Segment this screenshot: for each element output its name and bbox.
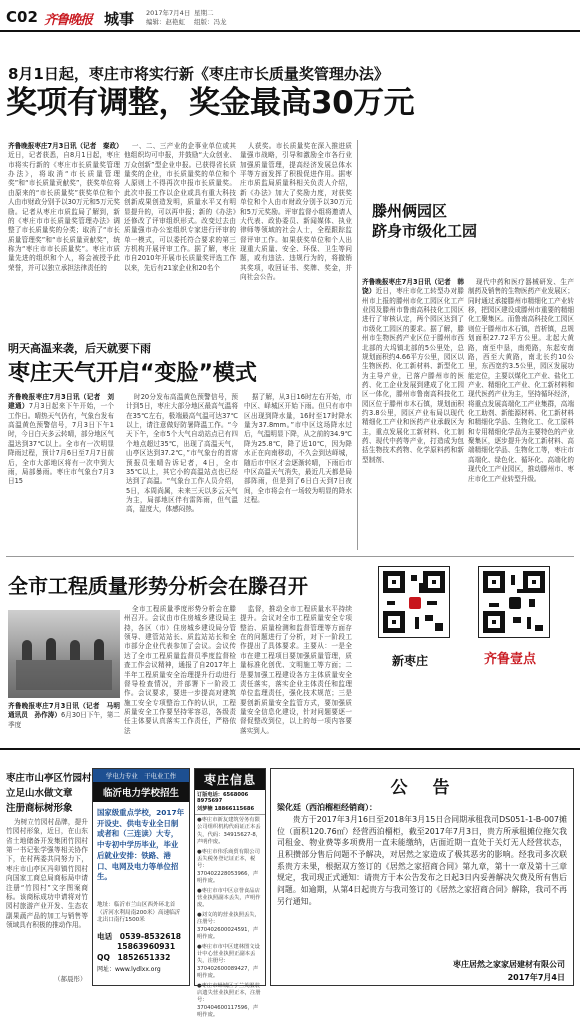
weather-kicker: 明天高温来袭，后天就要下雨 bbox=[8, 342, 151, 355]
notice-box bbox=[270, 768, 574, 986]
industrial-text-1: 近日，枣庄市化工转型办对滕州市上报的滕州市化工园区化工产业园及滕州市鲁南高科技化工园区进行了审核认定，两个园区达到了市级化工园区的要求。据了解，滕州市生物医药产业区位于滕州市西北部的大坞镇北部的5公里处，总规划面积约4.66平方公里，园区以生物医药、化工新材料、新型化工为主导产业，已落户滕州市的医药、化工企业发展到建成了化工园区一体化，滕州市鲁南高科技化工园区位于滕州市木石镇，规划面积约3.8公里，园区产业布局以现代精细化工产业和医药产业承载区为主，重点发展化工新材料、化工制药、现代中药等产业，打造成为包括生物技术药物、化学原料药和新型制剂、 bbox=[362, 287, 465, 464]
prize-byline: 齐鲁晚报枣庄7月3日讯（记者 秦政） bbox=[8, 142, 123, 150]
qr-code-qilu-yidian[interactable] bbox=[478, 566, 550, 638]
notice-title: 公 告 bbox=[390, 778, 454, 798]
notice-body: 贵方于2017年3月16日至2018年3月15日合同期承租我司DS051-1-B-007摊位（面积120.76㎡）经营西泊榴柜，截至2017年7月3日，贵方所承租摊位拖欠我司租金、物业费等多项费用一直未能缴纳，店面近期一直处于关灯无人经营状态，且积攒部分售后问题不予解决，对居然之家造成了极其恶劣的影响。经我司多次联系贵方未果，根据双方签订的《居然之家招商合同》第九章，第十一章及第十三章规定，我司现正式通知：请贵方于本公告发布之日起3日内妥善解决欠费及所有售后问题。如逾期，从第4日起贵方与我司签订的《居然之家招商合同》解除，我司不再另行通知。 bbox=[277, 815, 567, 906]
info-hotline: 订版电话：6568006 8975697 bbox=[197, 792, 249, 804]
weather-text-1: 7月3日起来下午开始，一个工作日。晴热天气仍有，气象台发布高温黄色预警信号，7月3日下午1时，今日白天多云转晴，部分地区气温达到37℃以上。全市有一次明显降雨过程，预计7月6日至7月7日前后，全市大部地区将有一次中到大雨，局部暴雨。枣庄市气象台7月3日15 bbox=[8, 402, 115, 486]
ads-top-rule bbox=[0, 748, 580, 750]
info-listing-item: ●枣庄市新友建筑劳务有限公司组织机构代码证正本丢失，代码：34915627-8，声明作废。 bbox=[197, 817, 262, 846]
issue-weekday: 星期二 bbox=[194, 9, 214, 17]
info-listing-item: ●刘文的的营业执照丢失，注册号：370402600024591，声明作废。 bbox=[197, 911, 260, 941]
shanting-credit: （郝晨彤） bbox=[54, 975, 87, 983]
school-ad-body: 国家级重点学校，2017年开设史、供电专业全日制或者和（三连读）大专，中专初中学历毕业，毕业后就业安排：铁路、港口、电网及电力等单位招生。 bbox=[97, 808, 185, 882]
industrial-byline: 齐鲁晚报枣庄7月3日讯（记者 韩饶） bbox=[362, 278, 464, 296]
prize-column-3 bbox=[240, 142, 352, 334]
designer-credit: 组版：冯龙 bbox=[194, 18, 227, 26]
weather-text-2: 时20分发布高温黄色预警信号，预计到5日，枣庄大部分地区最高气温将在35℃左右，极端最高气温可达37℃以上，请注意做好防暑降温工作。“今天下午，全市5个大气自动站点已有四个地点超过35℃，出现了高温天气，山亭区达到37.2℃，”市气象台的首席预报员张晴告诉记者，4日，全市35℃以上，其它小的高温站点也已经达到了高温。“气象台工作人员介绍，5日，本周尚属，未来三天以多云天气为主，局部地区伴有雷阵雨，但气温高，湿度大，体感闷热。 bbox=[126, 393, 238, 514]
prize-text-1: 近日，记者获悉，自8月1日起，枣庄市将实行新的《枣庄市长质量奖管理办法》，将取消“市长质量管理奖”和“市长质量贡献奖”，获奖单位将由原来的“市长质量奖”获奖单位和个人由市财政分别予以30万元和5万元奖励。记者从枣庄市质监局了解到，新的《枣庄市市长质量奖管理办法》调整了市长质量奖的分类；取消了“市长质量管理奖”和“市长质量贡献奖”，统称为“枣庄市市长质量奖”。枣庄市质量先进的组织和个人，将会被授予此荣誉，并可以独立承担法律责任的 bbox=[8, 151, 120, 272]
school-ad-website[interactable]: 网址：www.lydlxx.org bbox=[97, 965, 161, 973]
info-list bbox=[195, 815, 265, 1024]
qr-code-xinzaozhuang[interactable] bbox=[378, 566, 450, 638]
weather-text-3: 据了解，从3日16时左右开始，市中区、峄城区开始下雨。但只有市中区出现到降水量，16时至17时降水量为37.8mm。”市中区这场降水过后，气温明显下降，从之前的34.9℃降为25.8℃，降了近10℃，因为降水正在向南移动，不久会到达峄城，随后市中区才会逐渐转晴，下雨后市中区高温天气消失，最近几天都是局部阵雨，但是到了6日白天到7日夜间，全市将会有一场较为明显的降水过程。 bbox=[244, 393, 352, 504]
section-name: 城事 bbox=[104, 10, 135, 28]
info-listing-item: ●枣庄市峄城区丁兰英服装店遗失营业执照正本，注册号：370404600117596，声明作废。 bbox=[197, 982, 261, 1019]
prize-column-2 bbox=[124, 142, 236, 334]
school-ad-phone-label: 电话 bbox=[97, 932, 113, 941]
prize-text-2: 一、二、三产业的企事业单位或其他组织均可申报，并鼓励“大众创业、万众创新”型企业申报。已获得省长质量奖的企业，市长质量奖的单位和个人原则上不得再次申报市长质量奖。此次申报工作以企业或具有重大科技创新成果创造发明，质量水平又有明显提升的，可以再申报；新的《办法》还修改了评审组织形式。改变过去由质量强市办公室组织专家进行评审的单一模式，可以委托符合要求的第三方机构开展评审工作。据了解，枣庄市自2010年开展市长质量奖评选工作以来，先后有21家企业和20名个 bbox=[124, 142, 236, 272]
school-ad-top-line: 学电力专业 干电业工作 bbox=[93, 769, 189, 782]
section-divider bbox=[6, 556, 574, 557]
qr-label-xinzaozhuang: 新枣庄 bbox=[392, 654, 429, 668]
info-title: 枣庄信息 bbox=[195, 769, 265, 790]
school-ad-address: 地址：临沂市兰山区西外环北首（沂河水利局南200米）高速临沂北出口南行1500米 bbox=[97, 902, 181, 924]
shanting-headline-2: 立足山水做文章 bbox=[6, 788, 73, 799]
school-ad-phone-2[interactable]: 15863960931 bbox=[117, 942, 176, 952]
prize-text-3: 人获奖。市长质量奖在深入推进质量强市战略，引导和激励全市各行业加强质量管理，提高经济发展总体水平等方面发挥了积极促进作用。据枣庄市质监局质量科相关负责人介绍，新《办法》加大了奖励力度，对获奖单位和个人由市财政分别予以30万元和5万元奖励。评审监督小组将邀请人大代表、政协委员、新闻媒体、执业律师等领域的社会人士，全程跟踪监督评审工作。如果获奖单位和个人出现重大质量、安全、环保、卫生等问题，或有违法、违规行为的，将撤销其奖项，收回证书、奖牌、奖金，并向社会公告。 bbox=[240, 142, 352, 282]
prize-column-1 bbox=[8, 142, 123, 334]
column-divider bbox=[357, 140, 358, 550]
qr-label-qilu-yidian: 齐鲁壹点 bbox=[484, 652, 537, 667]
notice-addressee: 梁化廷（西泊榴柜经销商）： bbox=[277, 803, 377, 812]
prize-kicker: 8月1日起，枣庄市将实行新《枣庄市长质量奖管理办法》 bbox=[8, 65, 389, 83]
quality-headline: 全市工程质量形势分析会在滕召开 bbox=[8, 574, 308, 598]
school-ad-phone-1[interactable]: 电话 0539-8532618 bbox=[97, 932, 182, 941]
school-ad[interactable] bbox=[92, 768, 190, 986]
quality-intro: 6月30日下午，第二季度 bbox=[8, 711, 120, 729]
info-tel: 刘梦楠 18866115686 bbox=[195, 805, 265, 815]
school-ad-phone-row bbox=[93, 932, 189, 963]
industrial-headline-2: 跻身市级化工园 bbox=[372, 222, 478, 240]
editor-credit: 编辑：赵艳虹 bbox=[146, 18, 185, 26]
industrial-column-2 bbox=[468, 278, 574, 546]
school-ad-title: 临沂电力学校招生 bbox=[93, 782, 189, 802]
quality-text-3: 监督，推动全市工程质量水平持续提升。会议对全市工程质量安全专项整治、质量检测和监督管理等方面存在的问题进行了分析，对下一阶段工作提出了具体要求。主要从：一是全市在建工程项目要加强质量管理，质量标准化创优、文明施工等方面；二是要加强工程建设各方主体质量安全责任落实，落实企业主体责任和监理单位监理责任，强化技术规范；三是要创新质量安全监管方式，要加强质量安全信息化建设，针对问题要逐一督促整改到位，以上的每一项内容要落实到人。 bbox=[240, 605, 352, 735]
issue-date: 2017年7月4日 bbox=[146, 9, 191, 17]
quality-column-3 bbox=[240, 605, 352, 743]
meeting-photo bbox=[8, 610, 120, 698]
info-listing-item: ●枣庄市伟乐商贸有限公司丢失税务登记证正本，税号：370402228053966，声明作废。 bbox=[197, 848, 260, 885]
shanting-body bbox=[6, 818, 88, 976]
weather-column-3 bbox=[244, 393, 352, 553]
shanting-text: 为树立竹园村品牌，提升竹园村形象，近日，在山东省土地储备开发集团竹园村第一书记张学强等相关协作下，在村两委共同努力下，枣庄市山亭区冯卯镇竹园村向国家工商总局商标局申请注册“竹园村”文字图案商标。该商标成功申请将对竹园村旅游产业开发、生态农副果蔬产品的加工与销售等领域具有积极的推动作用。 bbox=[6, 818, 88, 929]
info-classifieds bbox=[194, 768, 266, 1019]
weather-column-2 bbox=[126, 393, 238, 553]
prize-headline: 奖项有调整，奖金最高30万元 bbox=[6, 85, 415, 121]
weather-headline: 枣庄天气开启“变脸”模式 bbox=[8, 361, 257, 386]
shanting-headline-3: 注册商标树形象 bbox=[6, 803, 73, 814]
info-listing-item: ●枣庄市市中区建林图文设计中心营业执照正副本丢失，注册号：370402600089427，声明作废。 bbox=[197, 943, 260, 980]
quality-byline: 齐鲁晚报枣庄7月3日讯（记者 马明 通讯员 孙作涛） bbox=[8, 702, 127, 720]
quality-column-2 bbox=[124, 605, 236, 743]
shanting-headline-1: 枣庄市山亭区竹园村 bbox=[6, 773, 92, 784]
info-listing-item: ●枣庄市市中区京誉食品店营业执照副本丢失，声明作废。 bbox=[197, 887, 261, 909]
weather-column-1 bbox=[8, 393, 114, 553]
page-code: C02 bbox=[6, 8, 38, 26]
industrial-headline-1: 滕州俩园区 bbox=[372, 202, 448, 220]
page-header bbox=[6, 6, 574, 28]
industrial-text-2: 现代中药和医疗器械研发、生产制药及销售的生物医药产业发展区；同时通过承接滕州市精细化工产业转移，把园区建设成滕州市重要的精细化工聚集区。而鲁南高科技化工园区则位于滕州市木石镇，首析镇，总规划面积27.72平方公里。北起大黄路，南至中垦，南苑路，东起安南路，西至大黄路，南北长约10公里，东西宽约3.5公里，园区发展功能定位，主要以煤化工产业、盐化工产业、精细化工产业、化工新材料和现代医药产业为主，坚持循环经济，将重点发展高端化工产业集群，高端化工助剂、新能源材料、化工新材料和精细化学品、生物化工、化工原料和专用精细化学品为主要特色的产业聚集区，逐步提升为化工新材料、高端精细化学品、生物化工等，枣庄市高端化、绿色化、循环化、高端化的现代化工产业园区，推动滕州市、枣庄市化工产业转型升级。 bbox=[468, 278, 574, 483]
header-rule bbox=[0, 30, 580, 32]
weather-byline: 齐鲁晚报枣庄7月3日讯（记者 刘建通） bbox=[8, 393, 114, 411]
industrial-column-1 bbox=[362, 278, 464, 546]
brand-logo: 齐鲁晚报 bbox=[44, 13, 93, 28]
notice-date: 2017年7月4日 bbox=[507, 973, 565, 982]
quality-column-1 bbox=[8, 702, 127, 742]
notice-signer: 枣庄居然之家家居建材有限公司 bbox=[453, 960, 565, 969]
school-ad-qq[interactable]: QQ 1852651332 bbox=[97, 952, 171, 962]
quality-text-2: 全市工程质量季度形势分析会在滕州召开。会议由市住房城乡建设局主持，各区（市）住房城乡建设局分管领导、建管站站长、质监站站长和全市部分企业代表参加了会议。会议传达了全市工程质量监督员季度监督检查工作会议精神，通报了自2017年上半年工程质量安全治理提升行动进行督导检查情况，并部署下一阶段工作。会议要求，要进一步提高对建筑施工安全专项整治工作的认识，工程质量安全工作要坚持零容忍，各级责任主体要认真落实工作责任，严格依法 bbox=[124, 605, 236, 735]
school-ad-qq-label: QQ bbox=[97, 952, 110, 962]
